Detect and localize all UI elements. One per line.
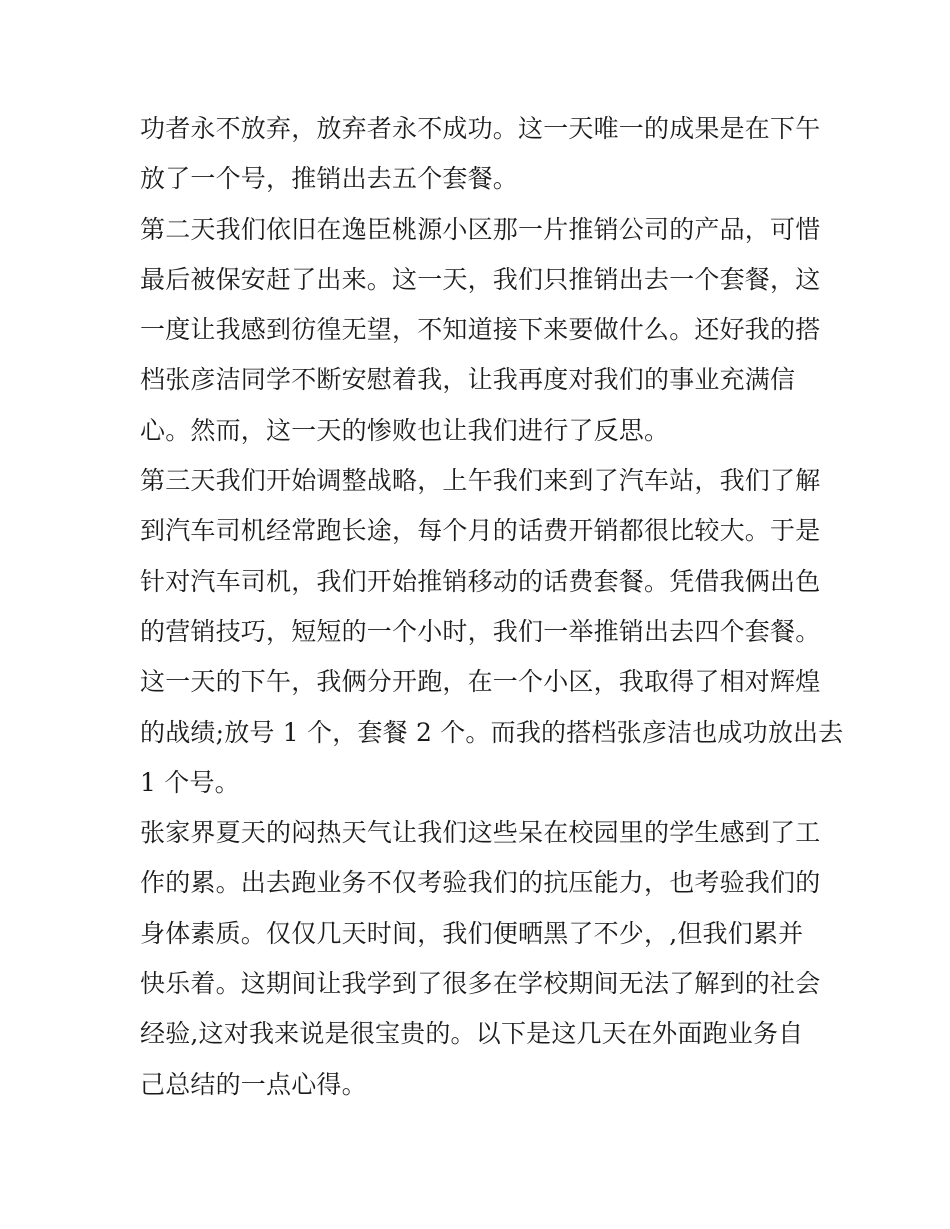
text-line: 1 个号。: [140, 767, 240, 797]
text-line: 心。然而，这一天的惨败也让我们进行了反思。: [140, 415, 670, 445]
text-line: 功者永不放弃，放弃者永不成功。这一天唯一的成果是在下午: [140, 114, 821, 143]
text-line: 一度让我感到彷徨无望，不知道接下来要做什么。还好我的搭: [140, 315, 821, 345]
text-line: 到汽车司机经常跑长途，每个月的话费开销都很比较大。于是: [140, 516, 821, 546]
text-line: 放了一个号，推销出去五个套餐。: [140, 164, 519, 194]
text-line: 第二天我们依旧在逸臣桃源小区那一片推销公司的产品，可惜: [140, 214, 821, 244]
text-line: 的营销技巧，短短的一个小时，我们一举推销出去四个套餐。: [140, 616, 821, 646]
text-line: 作的累。出去跑业务不仅考验我们的抗压能力，也考验我们的: [140, 868, 821, 898]
text-line: 第三天我们开始调整战略，上午我们来到了汽车站，我们了解: [140, 466, 821, 496]
text-line: 最后被保安赶了出来。这一天，我们只推销出去一个套餐，这: [140, 264, 821, 294]
text-line: 快乐着。这期间让我学到了很多在学校期间无法了解到的社会: [140, 969, 821, 999]
text-line: 的战绩;放号 1 个，套餐 2 个。而我的搭档张彦洁也成功放出去: [140, 717, 844, 747]
text-line: 己总结的一点心得。: [140, 1069, 367, 1099]
text-line: 经验,这对我来说是很宝贵的。以下是这几天在外面跑业务自: [140, 1019, 804, 1049]
text-line: 这一天的下午，我俩分开跑，在一个小区，我取得了相对辉煌: [140, 667, 821, 697]
text-line: 档张彦洁同学不断安慰着我，让我再度对我们的事业充满信: [140, 365, 796, 395]
document-page: [140, 104, 844, 1110]
text-line: 针对汽车司机，我们开始推销移动的话费套餐。凭借我俩出色: [140, 566, 821, 596]
text-line: 张家界夏天的闷热天气让我们这些呆在校园里的学生感到了工: [140, 818, 821, 848]
text-line: 身体素质。仅仅几天时间，我们便晒黑了不少，,但我们累并: [140, 918, 804, 948]
